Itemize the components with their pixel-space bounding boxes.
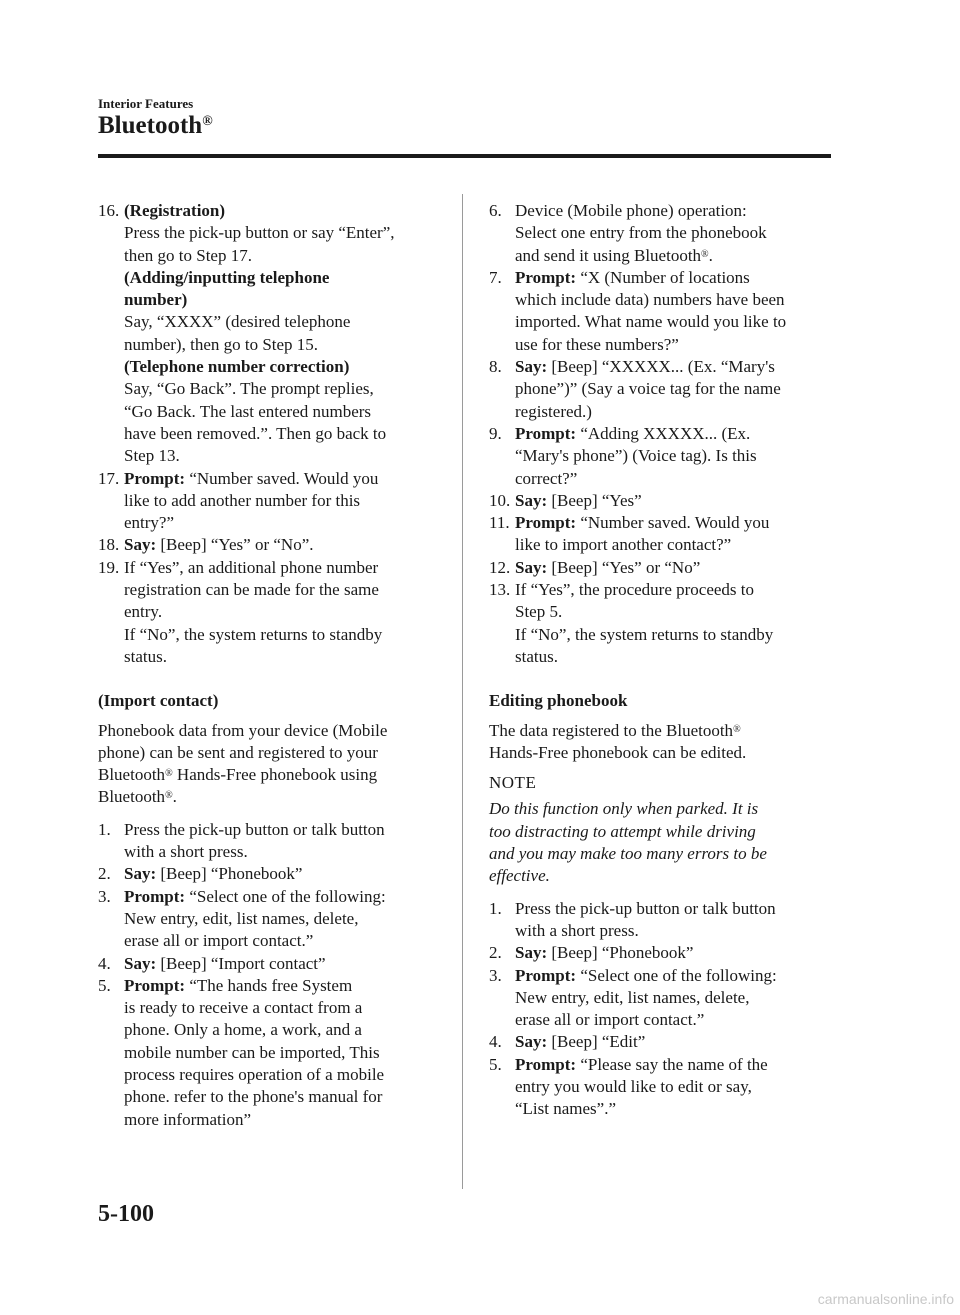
step-label: Say:	[515, 557, 548, 577]
para-line: Phonebook data from your device (Mobile	[98, 720, 388, 740]
step-line: If “No”, the system returns to standby	[515, 624, 774, 644]
import-contact-heading: (Import contact)	[98, 691, 219, 711]
step-line: registration can be made for the same	[124, 580, 379, 600]
step-number: 1.	[98, 819, 111, 839]
edit-step-4	[489, 1031, 834, 1053]
step-text: [Beep] “Phonebook”	[156, 864, 303, 884]
step-label: (Registration)	[124, 201, 226, 220]
step-text: “Select one of the following:	[576, 965, 777, 985]
section-title	[98, 112, 213, 140]
step-number: 4.	[489, 1032, 502, 1052]
step-line: .	[708, 245, 713, 265]
step-line: registered.)	[515, 401, 592, 421]
step-number: 6.	[489, 201, 502, 220]
step-line: Step 5.	[515, 602, 563, 622]
step-text: [Beep] “Import contact”	[156, 953, 326, 973]
step-text: [Beep] “Phonebook”	[547, 943, 694, 963]
step-line: more information”	[124, 1109, 251, 1129]
step-line: New entry, edit, list names, delete,	[124, 908, 359, 928]
step-text: “Number saved. Would you	[576, 513, 770, 533]
step-line: If “No”, the system returns to standby	[124, 624, 383, 644]
note-text	[489, 798, 834, 887]
step-line: “Mary's phone”) (Voice tag). Is this	[515, 446, 757, 466]
step-line: mobile number can be imported, This	[124, 1042, 380, 1062]
para-text: Hands-Free phonebook using	[172, 765, 378, 785]
note-line: too distracting to attempt while driving	[489, 821, 756, 841]
para-line: phone) can be sent and registered to your	[98, 742, 378, 762]
step-number: 2.	[489, 943, 502, 963]
step-number: 11.	[489, 513, 510, 533]
step-label: (Telephone number correction)	[124, 357, 350, 377]
step-number: 2.	[98, 864, 111, 884]
edit-step-1	[489, 898, 834, 943]
step-label: Prompt:	[124, 886, 186, 906]
step-text: [Beep] “Yes” or “No”.	[156, 535, 314, 555]
step-line: use for these numbers?”	[515, 334, 679, 354]
para-text: Bluetooth	[98, 787, 166, 807]
step-line: phone”)” (Say a voice tag for the name	[515, 379, 781, 399]
step-line: Say, “Go Back”. The prompt replies,	[124, 379, 374, 399]
step-label: (Adding/inputting telephone number)	[124, 267, 330, 310]
step-label: Say:	[124, 953, 157, 973]
registered-mark: ®	[165, 768, 173, 780]
import-step-5	[98, 975, 443, 1131]
step-label: Say:	[124, 535, 157, 555]
step-number: 1.	[489, 898, 502, 918]
step-text: Press the pick-up button or talk button	[124, 819, 385, 839]
step-line: process requires operation of a mobile	[124, 1064, 385, 1084]
step-number: 13.	[489, 580, 511, 600]
step-text: Press the pick-up button or talk button	[515, 898, 776, 918]
step-18	[98, 534, 443, 556]
left-column	[98, 200, 443, 1131]
step-line: entry you would like to edit or say,	[515, 1076, 752, 1096]
step-line: with a short press.	[124, 842, 248, 862]
step-line: then go to Step 17.	[124, 245, 252, 265]
step-line: like to import another contact?”	[515, 535, 732, 555]
step-16	[98, 200, 443, 468]
para-text: Bluetooth	[98, 765, 166, 785]
step-6	[489, 200, 834, 267]
step-line: status.	[515, 646, 558, 666]
step-text: “Select one of the following:	[185, 886, 386, 906]
step-number: 3.	[489, 965, 502, 985]
step-label: Prompt:	[515, 267, 577, 287]
step-line: Select one entry from the phonebook	[515, 223, 767, 243]
step-line: number), then go to Step 15.	[124, 334, 319, 354]
registered-mark: ®	[165, 790, 173, 802]
edit-step-3	[489, 965, 834, 1032]
section-kicker: Interior Features	[98, 96, 194, 111]
step-8	[489, 356, 834, 423]
step-line: Press the pick-up button or say “Enter”,	[124, 223, 395, 243]
step-line: phone. refer to the phone's manual for	[124, 1087, 383, 1107]
note-line: effective.	[489, 866, 550, 886]
step-9	[489, 423, 834, 490]
import-step-1	[98, 819, 443, 864]
step-line: “Go Back. The last entered numbers	[124, 401, 372, 421]
step-text: “Number saved. Would you	[185, 468, 379, 488]
step-line: with a short press.	[515, 920, 639, 940]
para-line: Hands-Free phonebook can be edited.	[489, 742, 747, 762]
step-line: have been removed.”. Then go back to	[124, 423, 387, 443]
import-step-4	[98, 953, 443, 975]
note-line: and you may make too many errors to be	[489, 844, 767, 864]
step-7	[489, 267, 834, 356]
step-line: phone. Only a home, a work, and a	[124, 1020, 362, 1040]
step-line: erase all or import contact.”	[124, 931, 314, 951]
step-text: If “Yes”, the procedure proceeds to	[515, 580, 755, 600]
step-17	[98, 468, 443, 535]
step-number: 3.	[98, 886, 111, 906]
editing-phonebook-heading: Editing phonebook	[489, 691, 628, 711]
registered-mark: ®	[701, 248, 709, 260]
step-line: like to add another number for this	[124, 490, 361, 510]
step-label: Prompt:	[515, 965, 577, 985]
step-number: 5.	[98, 975, 111, 995]
import-step-3	[98, 886, 443, 953]
step-text: [Beep] “XXXXX... (Ex. “Mary's	[547, 357, 775, 377]
step-label: Prompt:	[515, 1054, 577, 1074]
step-label: Prompt:	[515, 423, 577, 443]
edit-step-2	[489, 942, 834, 964]
step-13	[489, 579, 834, 668]
step-line: is ready to receive a contact from a	[124, 998, 363, 1018]
step-10	[489, 490, 834, 512]
step-number: 19.	[98, 557, 120, 577]
step-line: and send it using Bluetooth	[515, 245, 702, 265]
step-number: 5.	[489, 1054, 502, 1074]
step-line: New entry, edit, list names, delete,	[515, 987, 750, 1007]
step-text: “The hands free System	[185, 975, 353, 995]
step-label: Say:	[515, 357, 548, 377]
registered-mark: ®	[202, 114, 213, 129]
step-number: 16.	[98, 201, 120, 220]
edit-step-5	[489, 1054, 834, 1121]
step-19	[98, 557, 443, 668]
import-step-2	[98, 863, 443, 885]
step-number: 18.	[98, 535, 120, 555]
step-line: Say, “XXXX” (desired telephone	[124, 312, 351, 332]
step-label: Say:	[515, 490, 548, 510]
step-label: Say:	[515, 943, 548, 963]
step-number: 7.	[489, 267, 502, 287]
note-label: NOTE	[489, 773, 537, 793]
step-text: Device (Mobile phone) operation:	[515, 201, 747, 220]
step-number: 10.	[489, 490, 511, 510]
step-line: correct?”	[515, 468, 578, 488]
column-divider	[462, 194, 463, 1189]
para-text: .	[172, 787, 177, 807]
step-number: 4.	[98, 953, 111, 973]
step-text: [Beep] “Yes” or “No”	[547, 557, 701, 577]
step-number: 12.	[489, 557, 511, 577]
step-line: Step 13.	[124, 446, 180, 466]
step-line: status.	[124, 646, 167, 666]
step-line: entry?”	[124, 513, 175, 533]
step-11	[489, 512, 834, 557]
step-12	[489, 557, 834, 579]
section-title-text: Bluetooth	[98, 112, 203, 139]
header-rule	[98, 154, 831, 158]
step-line: entry.	[124, 602, 163, 622]
step-text: “X (Number of locations	[576, 267, 750, 287]
step-label: Prompt:	[124, 975, 186, 995]
step-label: Say:	[515, 1032, 548, 1052]
import-contact-paragraph	[98, 720, 443, 809]
step-line: “List names”.”	[515, 1099, 617, 1119]
import-steps-list	[98, 819, 443, 1131]
step-text: If “Yes”, an additional phone number	[124, 557, 379, 577]
edit-steps-list	[489, 898, 834, 1121]
step-label: Say:	[124, 864, 157, 884]
registered-mark: ®	[733, 723, 741, 735]
page-number: 5-100	[98, 1201, 154, 1227]
step-text: [Beep] “Yes”	[547, 490, 642, 510]
editing-paragraph	[489, 720, 834, 765]
step-number: 9.	[489, 423, 502, 443]
note-line: Do this function only when parked. It is	[489, 799, 759, 819]
step-label: Prompt:	[124, 468, 186, 488]
watermark: carmanualsonline.info	[817, 1291, 954, 1307]
step-number: 8.	[489, 357, 502, 377]
step-text: “Adding XXXXX... (Ex.	[576, 423, 751, 443]
step-label: Prompt:	[515, 513, 577, 533]
step-number: 17.	[98, 468, 120, 488]
step-line: imported. What name would you like to	[515, 312, 787, 332]
step-line: erase all or import contact.”	[515, 1010, 705, 1030]
step-text: “Please say the name of the	[576, 1054, 768, 1074]
step-line: which include data) numbers have been	[515, 290, 785, 310]
para-text: The data registered to the Bluetooth	[489, 720, 734, 740]
right-column	[489, 200, 834, 1121]
step-text: [Beep] “Edit”	[547, 1032, 646, 1052]
